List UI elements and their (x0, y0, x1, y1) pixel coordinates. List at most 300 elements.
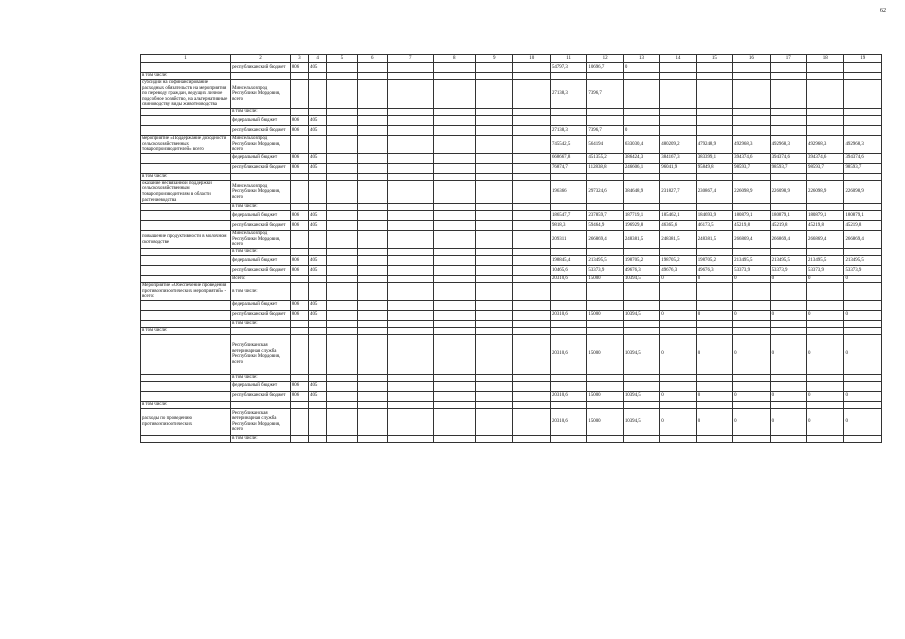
table-cell (844, 248, 882, 255)
table-cell: 405 (309, 255, 327, 265)
table-cell (357, 211, 387, 221)
table-cell: 266869,4 (807, 231, 844, 249)
column-header: 13 (623, 55, 659, 63)
table-row (141, 265, 882, 275)
table-row (141, 173, 882, 180)
table-cell: Республиканская ветеринарная служба Республики Мордовия, всего (231, 408, 291, 435)
table-cell (141, 391, 231, 401)
table-cell: 0 (696, 310, 732, 320)
table-row (141, 248, 882, 255)
table-cell: 49676,3 (623, 265, 659, 275)
table-cell (587, 435, 623, 442)
table-cell: 0 (696, 334, 732, 374)
table-cell: 806 (290, 153, 308, 163)
table-cell (696, 300, 732, 310)
table-cell (433, 275, 476, 282)
table-cell (550, 381, 586, 391)
table-row (141, 115, 882, 125)
table-cell (357, 381, 387, 391)
table-cell (327, 153, 357, 163)
table-cell (387, 275, 433, 282)
table-cell (327, 180, 357, 203)
table-cell: 405 (309, 125, 327, 135)
table-cell (733, 320, 770, 327)
table-cell (476, 374, 513, 381)
table-cell (587, 248, 623, 255)
table-cell (231, 73, 291, 80)
table-cell (357, 80, 387, 109)
column-header: 5 (327, 55, 357, 63)
column-header: 14 (660, 55, 696, 63)
table-cell: 394374,6 (770, 153, 806, 163)
table-cell: 492968,3 (733, 135, 770, 153)
table-cell (476, 282, 513, 300)
table-cell (387, 125, 433, 135)
table-cell (357, 231, 387, 249)
table-cell (476, 108, 513, 115)
table-cell (807, 327, 844, 334)
table-cell (513, 300, 550, 310)
table-cell (770, 327, 806, 334)
table-cell (387, 173, 433, 180)
table-cell (476, 135, 513, 153)
table-cell (513, 320, 550, 327)
table-cell (476, 153, 513, 163)
table-cell: в том числе: (231, 435, 291, 442)
table-cell (844, 125, 882, 135)
table-cell: 226098,9 (770, 180, 806, 203)
table-cell (327, 163, 357, 173)
table-cell: 405 (309, 381, 327, 391)
table-cell (357, 180, 387, 203)
table-cell: 196366 (550, 180, 586, 203)
table-cell: 492968,3 (844, 135, 882, 153)
table-cell: 53373,9 (733, 265, 770, 275)
table-cell (807, 374, 844, 381)
table-cell: в том числе: (141, 173, 231, 180)
table-cell: 0 (807, 310, 844, 320)
table-cell (290, 401, 308, 408)
table-cell: Минсельхозпрод Республики Мордовия, всего (231, 180, 291, 203)
table-cell: в том числе: (231, 320, 291, 327)
table-cell (623, 173, 659, 180)
table-cell: 248381,5 (696, 231, 732, 249)
table-cell (309, 180, 327, 203)
table-cell (327, 435, 357, 442)
table-cell: 185462,1 (660, 211, 696, 221)
table-cell (387, 320, 433, 327)
table-cell (387, 211, 433, 221)
table-cell: 0 (807, 408, 844, 435)
table-cell (623, 115, 659, 125)
table-cell: 0 (807, 334, 844, 374)
table-cell (327, 381, 357, 391)
table-cell (327, 125, 357, 135)
table-cell: 49676,3 (696, 265, 732, 275)
table-cell (513, 381, 550, 391)
table-cell (770, 320, 806, 327)
table-cell (844, 435, 882, 442)
table-cell: Мероприятие «Обеспечение проведения противоэпизоотических мероприятий» - всего: (141, 282, 231, 300)
table-cell (807, 63, 844, 73)
table-cell (733, 248, 770, 255)
table-cell: 180879,1 (807, 211, 844, 221)
table-cell (476, 204, 513, 211)
table-cell (309, 320, 327, 327)
table-cell (141, 211, 231, 221)
table-cell (327, 320, 357, 327)
table-cell (231, 401, 291, 408)
table-cell: 9818,3 (550, 221, 586, 231)
table-row (141, 327, 882, 334)
table-cell (623, 320, 659, 327)
table-cell (807, 435, 844, 442)
table-cell: федеральный бюджет (231, 255, 291, 265)
table-cell: 186547,7 (550, 211, 586, 221)
table-cell (733, 300, 770, 310)
table-cell (290, 80, 308, 109)
table-cell (141, 163, 231, 173)
table-row (141, 211, 882, 221)
table-cell (587, 327, 623, 334)
table-cell (696, 401, 732, 408)
column-header: 10 (513, 55, 550, 63)
table-cell (290, 173, 308, 180)
table-cell (587, 204, 623, 211)
table-row (141, 334, 882, 374)
table-cell (357, 275, 387, 282)
table-cell (357, 125, 387, 135)
table-cell: федеральный бюджет (231, 153, 291, 163)
table-cell (290, 374, 308, 381)
table-cell (660, 108, 696, 115)
table-cell: 806 (290, 255, 308, 265)
table-cell (433, 80, 476, 109)
table-cell (357, 265, 387, 275)
table-cell (733, 327, 770, 334)
table-cell: 806 (290, 391, 308, 401)
table-cell: 0 (770, 275, 806, 282)
table-cell (623, 435, 659, 442)
table-cell: 394374,6 (844, 153, 882, 163)
table-cell (770, 401, 806, 408)
table-cell: 0 (807, 391, 844, 401)
table-cell (433, 221, 476, 231)
table-cell (387, 334, 433, 374)
table-cell (309, 248, 327, 255)
column-header: 3 (290, 55, 308, 63)
table-cell: 10394,5 (623, 408, 659, 435)
table-cell: республиканский бюджет (231, 265, 291, 275)
table-cell: 0 (844, 391, 882, 401)
table-cell (807, 282, 844, 300)
table-cell: 0 (733, 391, 770, 401)
table-cell (733, 401, 770, 408)
table-cell (433, 135, 476, 153)
table-cell: 384648,9 (623, 180, 659, 203)
table-cell: республиканский бюджет (231, 63, 291, 73)
table-cell (623, 327, 659, 334)
table-cell: 27138,3 (550, 125, 586, 135)
table-cell (623, 282, 659, 300)
table-cell (231, 173, 291, 180)
table-cell (476, 265, 513, 275)
table-row (141, 374, 882, 381)
table-row (141, 275, 882, 282)
table-cell (550, 248, 586, 255)
table-cell (309, 108, 327, 115)
table-cell: 451355,2 (587, 153, 623, 163)
table-cell (513, 80, 550, 109)
table-cell: 384167,3 (660, 153, 696, 163)
table-cell (770, 63, 806, 73)
table-cell: 0 (844, 275, 882, 282)
table-cell (550, 320, 586, 327)
table-cell (387, 73, 433, 80)
table-cell: 20310,6 (550, 310, 586, 320)
table-cell (476, 63, 513, 73)
table-cell (476, 408, 513, 435)
table-cell (141, 125, 231, 135)
table-cell (387, 204, 433, 211)
table-cell (309, 231, 327, 249)
page-number: 62 (880, 8, 886, 14)
table-cell (327, 300, 357, 310)
table-cell (696, 248, 732, 255)
table-cell (327, 80, 357, 109)
table-cell: 806 (290, 211, 308, 221)
table-cell (696, 381, 732, 391)
table-cell (433, 391, 476, 401)
table-cell (290, 231, 308, 249)
table-cell (476, 231, 513, 249)
table-cell (550, 115, 586, 125)
table-cell: 0 (844, 408, 882, 435)
table-cell (623, 374, 659, 381)
table-cell: 405 (309, 211, 327, 221)
table-cell (357, 221, 387, 231)
table-cell (587, 115, 623, 125)
table-cell: 49676,3 (660, 265, 696, 275)
table-cell: 806 (290, 221, 308, 231)
table-cell (513, 231, 550, 249)
table-cell (550, 300, 586, 310)
table-cell: 45219,8 (844, 221, 882, 231)
table-cell (513, 248, 550, 255)
table-cell: в том числе: (231, 204, 291, 211)
table-row (141, 255, 882, 265)
table-cell (309, 135, 327, 153)
table-cell (357, 374, 387, 381)
table-cell (433, 63, 476, 73)
table-cell: 0 (733, 334, 770, 374)
table-cell (513, 163, 550, 173)
table-cell (733, 374, 770, 381)
table-cell: 10394,5 (623, 310, 659, 320)
table-cell: 394374,6 (807, 153, 844, 163)
table-cell (844, 320, 882, 327)
table-cell: 198845,4 (550, 255, 586, 265)
table-cell (327, 374, 357, 381)
table-cell (660, 63, 696, 73)
table-row (141, 221, 882, 231)
table-cell (327, 211, 357, 221)
table-cell: 15000 (587, 391, 623, 401)
table-cell (433, 204, 476, 211)
table-cell: 180879,1 (770, 211, 806, 221)
table-cell (141, 248, 231, 255)
table-cell: 20310,6 (550, 334, 586, 374)
table-cell (623, 73, 659, 80)
table-cell (357, 401, 387, 408)
table-cell (696, 204, 732, 211)
table-cell (290, 180, 308, 203)
column-header: 6 (357, 55, 387, 63)
table-cell (141, 265, 231, 275)
table-cell (770, 282, 806, 300)
table-cell (476, 211, 513, 221)
table-cell (231, 327, 291, 334)
table-cell (387, 108, 433, 115)
table-cell (357, 327, 387, 334)
table-cell (309, 275, 327, 282)
table-cell (309, 408, 327, 435)
table-cell: 15000 (587, 408, 623, 435)
table-cell (141, 221, 231, 231)
table-cell (513, 135, 550, 153)
table-cell (587, 108, 623, 115)
table-row (141, 80, 882, 109)
table-cell (309, 73, 327, 80)
table-cell (433, 125, 476, 135)
table-cell: 745542,5 (550, 135, 586, 153)
table-cell (844, 63, 882, 73)
table-cell: в том числе: (231, 108, 291, 115)
table-cell (660, 320, 696, 327)
table-cell (141, 300, 231, 310)
table-cell (807, 248, 844, 255)
table-cell: 184693,9 (696, 211, 732, 221)
table-cell: 248381,5 (660, 231, 696, 249)
table-cell (587, 73, 623, 80)
table-cell (513, 374, 550, 381)
table-row (141, 163, 882, 173)
table-row (141, 408, 882, 435)
table-cell (733, 73, 770, 80)
table-cell: федеральный бюджет (231, 300, 291, 310)
table-cell (387, 381, 433, 391)
table-cell: 633030,4 (623, 135, 659, 153)
table-cell (327, 327, 357, 334)
table-cell: 231827,7 (660, 180, 696, 203)
table-cell (433, 374, 476, 381)
table-cell (660, 248, 696, 255)
table-cell (141, 115, 231, 125)
table-cell: 27138,3 (550, 80, 586, 109)
table-cell (660, 327, 696, 334)
table-cell (387, 327, 433, 334)
table-cell (807, 115, 844, 125)
table-cell (357, 153, 387, 163)
table-cell (513, 282, 550, 300)
table-row (141, 180, 882, 203)
table-cell: 46365,6 (660, 221, 696, 231)
table-cell (433, 327, 476, 334)
table-cell: 0 (696, 408, 732, 435)
table-cell: в том числе: (141, 73, 231, 80)
table-cell (513, 173, 550, 180)
table-cell: 394374,6 (733, 153, 770, 163)
table-cell (141, 275, 231, 282)
table-cell (290, 73, 308, 80)
table-row (141, 282, 882, 300)
table-cell: 0 (807, 275, 844, 282)
table-row (141, 108, 882, 115)
table-cell (513, 180, 550, 203)
table-cell: 266869,4 (587, 231, 623, 249)
table-cell (433, 381, 476, 391)
table-cell: 10394,5 (623, 275, 659, 282)
table-cell (807, 73, 844, 80)
table-cell (770, 108, 806, 115)
table-cell: 213495,5 (844, 255, 882, 265)
table-cell (141, 435, 231, 442)
table-cell (513, 401, 550, 408)
table-cell: расходы по проведению противоэпизоотических (141, 408, 231, 435)
table-cell (433, 265, 476, 275)
table-cell (587, 300, 623, 310)
table-cell: 237859,7 (587, 211, 623, 221)
table-cell: 213495,5 (807, 255, 844, 265)
table-cell (387, 221, 433, 231)
table-cell (660, 374, 696, 381)
table-cell (513, 334, 550, 374)
table-cell (733, 381, 770, 391)
table-cell: 405 (309, 300, 327, 310)
table-cell: 806 (290, 381, 308, 391)
table-cell (357, 334, 387, 374)
table-cell (387, 163, 433, 173)
table-cell (513, 327, 550, 334)
table-cell (476, 73, 513, 80)
table-cell (476, 80, 513, 109)
table-cell: 15000 (587, 334, 623, 374)
table-cell (623, 108, 659, 115)
table-cell (513, 125, 550, 135)
table-cell: 53373,9 (587, 265, 623, 275)
table-cell (660, 125, 696, 135)
table-cell (357, 300, 387, 310)
table-cell (623, 401, 659, 408)
table-cell: республиканский бюджет (231, 391, 291, 401)
table-cell (733, 173, 770, 180)
table-cell (513, 211, 550, 221)
table-cell (433, 211, 476, 221)
table-cell (770, 73, 806, 80)
table-cell (623, 80, 659, 109)
table-cell (357, 204, 387, 211)
table-cell (433, 231, 476, 249)
table-cell: республиканский бюджет (231, 221, 291, 231)
table-cell (733, 125, 770, 135)
table-cell (327, 108, 357, 115)
table-cell (327, 310, 357, 320)
table-cell (357, 108, 387, 115)
table-cell (770, 435, 806, 442)
table-cell: 492968,3 (770, 135, 806, 153)
table-row (141, 435, 882, 442)
table-row (141, 125, 882, 135)
